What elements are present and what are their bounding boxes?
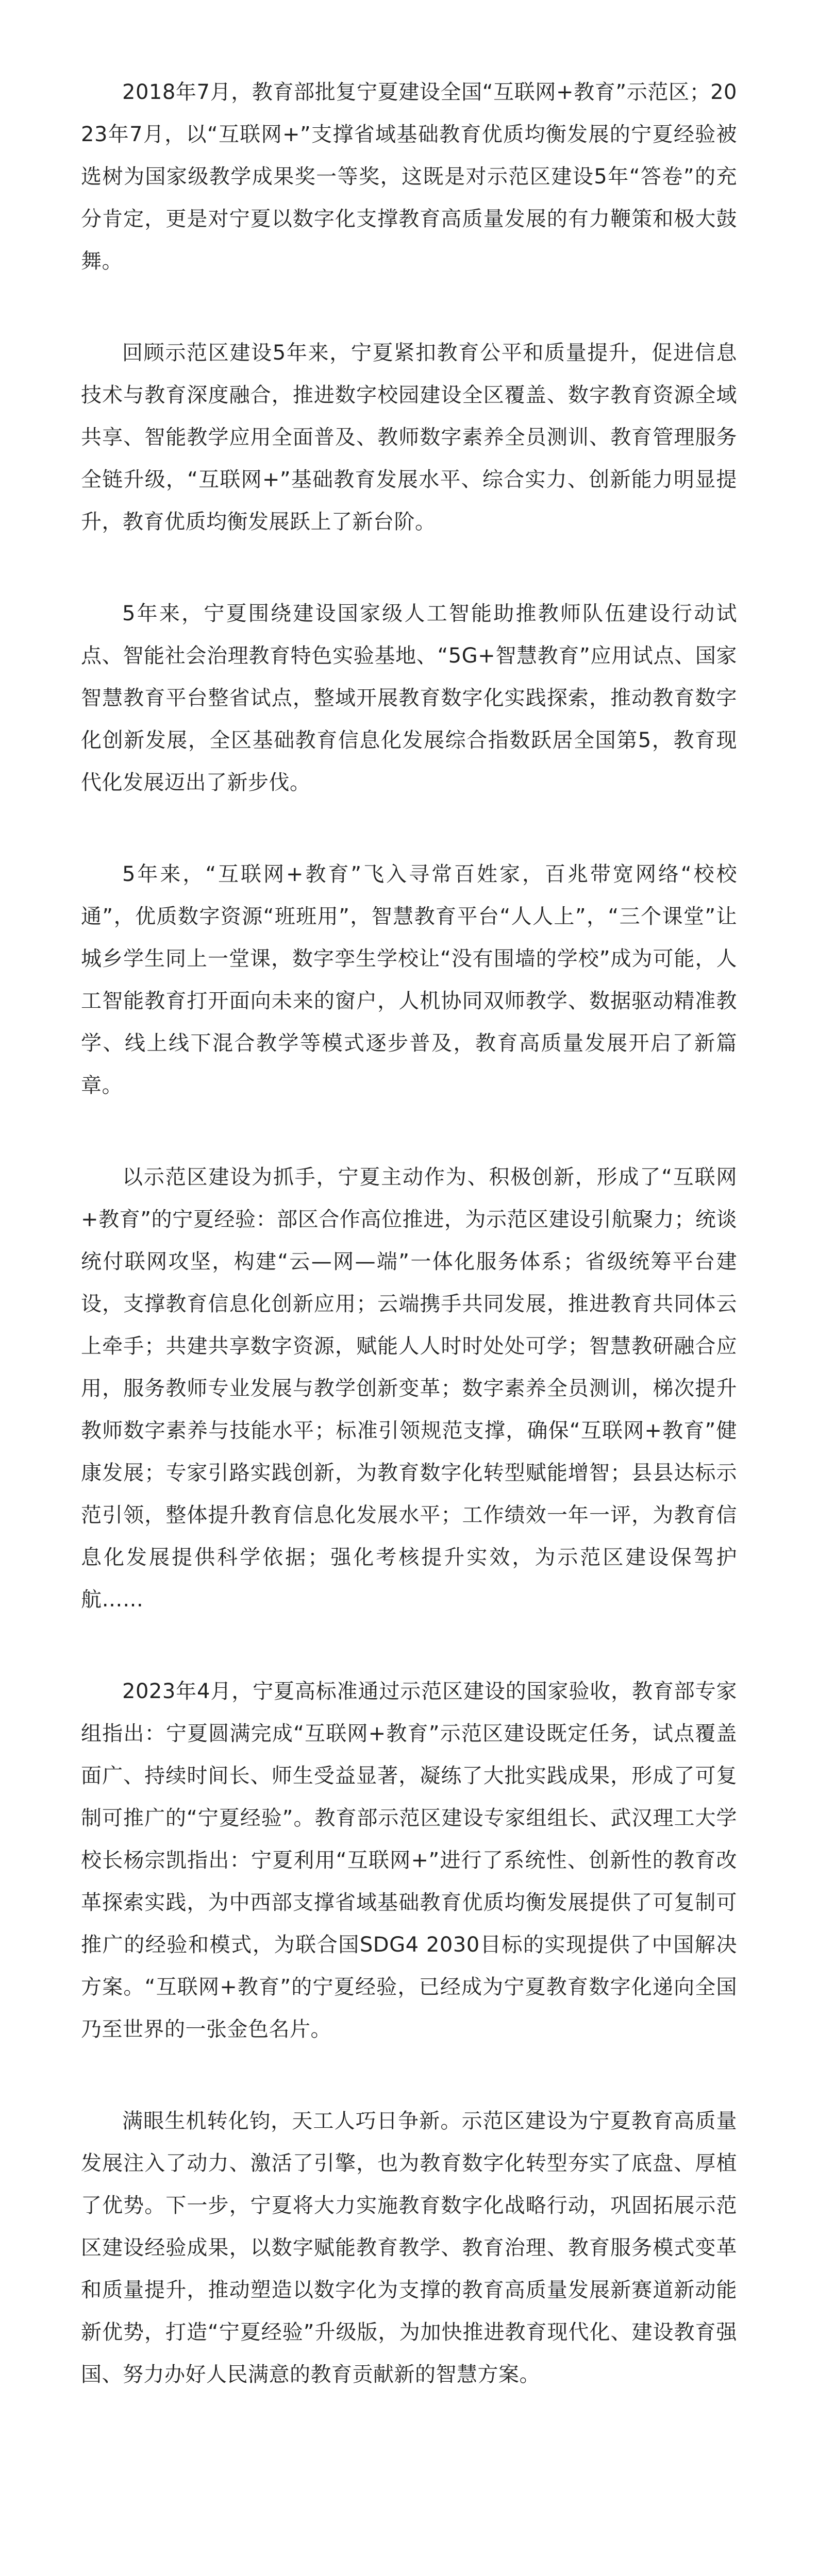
paragraph-5: 以示范区建设为抓手，宁夏主动作为、积极创新，形成了“互联网+教育”的宁夏经验：部区合作高位推进，为示范区建设引航聚力；统谈统付联网攻坚，构建“云—网—端”一体化服务体系；省级统筹平台建设，支撑教育信息化创新应用；云端携手共同发展，推进教育共同体云上牵手；共建共享数字资源，赋能人人时时处处可学；智慧教研融合应用，服务教师专业发展与教学创新变革；数字素养全员测训，梯次提升教师数字素养与技能水平；标准引领规范支撑，确保“互联网+教育”健康发展；专家引路实践创新，为教育数字化转型赋能增智；县县达标示范引领，整体提升教育信息化发展水平；工作绩效一年一评，为教育信息化发展提供科学依据；强化考核提升实效，为示范区建设保驾护航…… [81, 1165, 737, 1612]
paragraph-6: 2023年4月，宁夏高标准通过示范区建设的国家验收，教育部专家组指出：宁夏圆满完成“互联网+教育”示范区建设既定任务，试点覆盖面广、持续时间长、师生受益显著，凝练了大批实践成果，形成了可复制可推广的“宁夏经验”。教育部示范区建设专家组组长、武汉理工大学校长杨宗凯指出：宁夏利用“互联网+”进行了系统性、创新性的教育改革探索实践，为中西部支撑省域基础教育优质均衡发展提供了可复制可推广的经验和模式，为联合国SDG4 2030目标的实现提供了中国解决方案。“互联网+教育”的宁夏经验，已经成为宁夏教育数字化递向全国乃至世界的一张金色名片。 [81, 1680, 737, 2041]
paragraph-7: 满眼生机转化钧，天工人巧日争新。示范区建设为宁夏教育高质量发展注入了动力、激活了引擎，也为教育数字化转型夯实了底盘、厚植了优势。下一步，宁夏将大力实施教育数字化战略行动，巩固拓展示范区建设经验成果，以数字赋能教育教学、教育治理、教育服务模式变革和质量提升，推动塑造以数字化为支撑的教育高质量发展新赛道新动能新优势，打造“宁夏经验”升级版，为加快推进教育现代化、建设教育强国、努力办好人民满意的教育贡献新的智慧方案。 [81, 2109, 737, 2386]
paragraph-4: 5年来，“互联网+教育”飞入寻常百姓家，百兆带宽网络“校校通”，优质数字资源“班班用”，智慧教育平台“人人上”，“三个课堂”让城乡学生同上一堂课，数字孪生学校让“没有围墙的学校”成为可能，人工智能教育打开面向未来的窗户，人机协同双师教学、数据驱动精准教学、线上线下混合教学等模式逐步普及，教育高质量发展开启了新篇章。 [81, 862, 737, 1097]
paragraph-2: 回顾示范区建设5年来，宁夏紧扣教育公平和质量提升，促进信息技术与教育深度融合，推进数字校园建设全区覆盖、数字教育资源全域共享、智能教学应用全面普及、教师数字素养全员测训、教育管理服务全链升级，“互联网+”基础教育发展水平、综合实力、创新能力明显提升，教育优质均衡发展跃上了新台阶。 [81, 341, 737, 534]
paragraph-1: 2018年7月，教育部批复宁夏建设全国“互联网+教育”示范区；2023年7月，以“互联网+”支撑省域基础教育优质均衡发展的宁夏经验被选树为国家级教学成果奖一等奖，这既是对示范区建设5年“答卷”的充分肯定，更是对宁夏以数字化支撑教育高质量发展的有力鞭策和极大鼓舞。 [81, 80, 737, 273]
paragraph-3: 5年来，宁夏围绕建设国家级人工智能助推教师队伍建设行动试点、智能社会治理教育特色实验基地、“5G+智慧教育”应用试点、国家智慧教育平台整省试点，整域开展教育数字化实践探索，推动教育数字化创新发展，全区基础教育信息化发展综合指数跃居全国第5，教育现代化发展迈出了新步伐。 [81, 602, 737, 794]
